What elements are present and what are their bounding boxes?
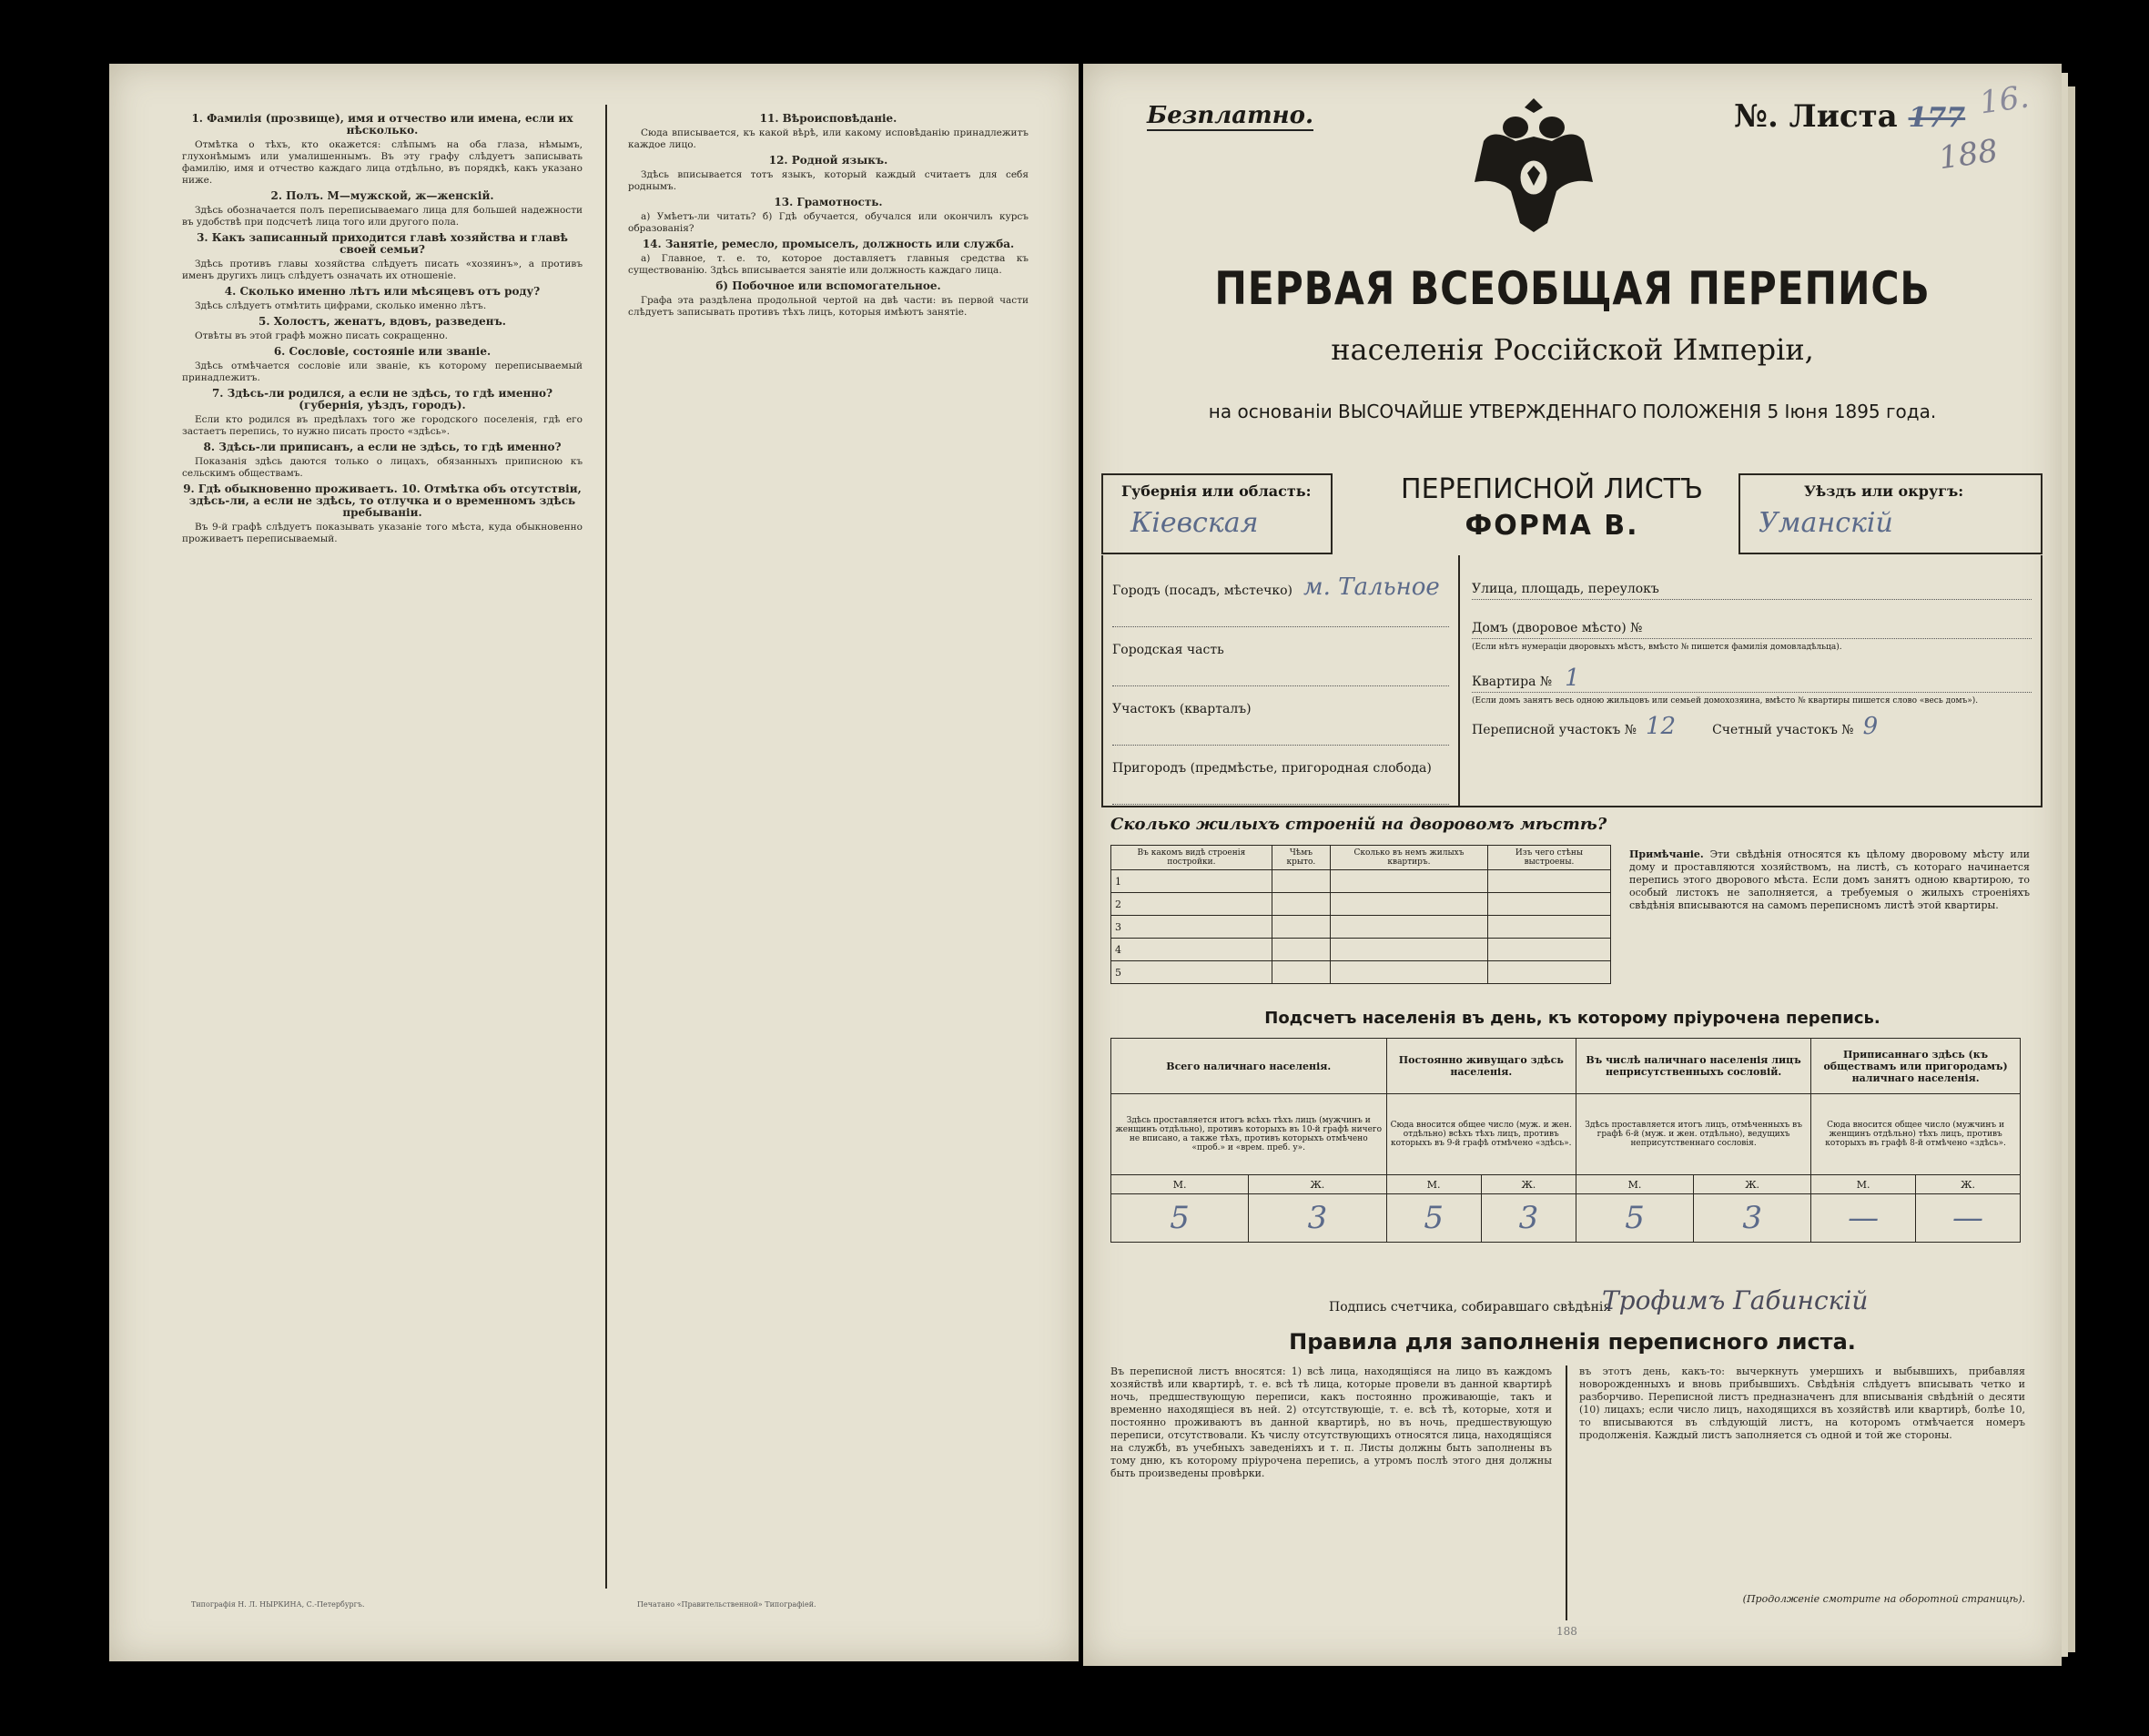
- buildings-question: Сколько жилыхъ строеній на дворовомъ мѣстѣ?: [1110, 815, 1607, 834]
- buildings-row: [1111, 870, 1611, 893]
- title-basis: на основаніи ВЫСОЧАЙШЕ УТВЕРЖДЕННАГО ПОЛОЖЕНІЯ 5 Іюня 1895 года.: [1208, 401, 1937, 422]
- section-text: Здѣсь вписывается тотъ языкъ, который каждый считаетъ для себя роднымъ.: [628, 169, 1029, 192]
- buildings-note-title: Примѣчаніе.: [1629, 848, 1704, 860]
- signature-label: Подпись счетчика, собиравшаго свѣдѣнія: [1329, 1300, 1612, 1315]
- section-text: Здѣсь слѣдуетъ отмѣтить цифрами, сколько именно лѣтъ.: [195, 300, 487, 311]
- tally-value: 5: [1111, 1194, 1249, 1243]
- buildings-row: [1111, 893, 1611, 916]
- buildings-header: Чѣмъ крыто.: [1272, 846, 1330, 870]
- section-text: Графа эта раздѣлена продольной чертой на двѣ части: въ первой части слѣдуетъ записывать противъ тѣхъ лицъ, которыя имѣютъ занятіе.: [628, 295, 1029, 318]
- buildings-cell: [1487, 939, 1610, 961]
- left-footer-2: Печатано «Правительственной» Типографіей.: [637, 1600, 816, 1609]
- buildings-row: [1111, 961, 1611, 984]
- sheet-number-label-text: №. Листа: [1734, 98, 1898, 135]
- left-page: [109, 64, 1079, 1661]
- tally-value: —: [1811, 1194, 1916, 1243]
- tally-header: Приписаннаго здѣсь (къ обществамъ или пригородамъ) наличнаго населенія.: [1811, 1039, 2021, 1094]
- section-text: Здѣсь противъ главы хозяйства слѣдуетъ писать «хозяинъ», а противъ именъ другихъ лицъ слѣдуетъ означать их отношеніе.: [182, 259, 583, 281]
- address-field: [1112, 633, 1449, 686]
- tally-sex-label: Ж.: [1249, 1175, 1386, 1194]
- district-row: [1472, 713, 2032, 740]
- tally-sex-label: М.: [1111, 1175, 1249, 1194]
- address-field-value: 1: [1565, 665, 1580, 692]
- buildings-table: [1110, 845, 1611, 984]
- section-heading: 13. Грамотность.: [774, 196, 883, 208]
- buildings-cell: [1272, 916, 1330, 939]
- address-field-label: Домъ (дворовое мѣсто) №: [1472, 621, 1643, 635]
- tally-title: Подсчетъ населенія въ день, къ которому пріурочена перепись.: [1264, 1009, 1880, 1028]
- column-divider: [605, 105, 607, 1589]
- guberniya-value: Кіевская: [1130, 507, 1259, 539]
- section-heading: 9. Гдѣ обыкновенно проживаетъ. 10. Отмѣтка объ отсутствіи, здѣсь-ли, а если не здѣсь, то отлучка и о временномъ здѣсь пребываніи.: [183, 482, 582, 519]
- buildings-cell: [1330, 961, 1487, 984]
- buildings-note: [1629, 848, 2030, 912]
- buildings-cell: [1330, 939, 1487, 961]
- left-column-2: [628, 109, 1029, 1584]
- sheet-number-value: 177: [1908, 102, 1966, 134]
- count-label: Счетный участокъ №: [1712, 723, 1854, 737]
- tally-header: Всего наличнаго населенія.: [1111, 1039, 1387, 1094]
- section-heading: 3. Какъ записанный приходится главѣ хозяйства и главѣ своей семьи?: [197, 231, 568, 256]
- tally-sex-label: М.: [1576, 1175, 1694, 1194]
- page-stack-edge: [2068, 86, 2075, 1652]
- imperial-eagle-emblem: [1465, 91, 1602, 237]
- rules-right-text: въ этотъ день, какъ-то: вычеркнуть умершихъ и выбывшихъ, прибавляя новорожденныхъ и вновь прибывшихъ. Свѣдѣнія слѣдуетъ вписывать четко и разборчиво. Переписной листъ предназначенъ для вписыванія свѣдѣній о десяти (10) лицахъ; если число лицъ, находящихся въ хозяйствѣ или квартирѣ, болѣе 10, то вписываются въ слѣдующій листъ, на которомъ отмѣчается номеръ продолженія. Каждый листъ заполняется съ одной и той же стороны.: [1579, 1365, 2025, 1441]
- guberniya-box: [1101, 473, 1333, 554]
- rules-continued: (Продолженіе смотрите на оборотной страницѣ).: [1742, 1593, 2025, 1605]
- address-field-label: Участокъ (кварталъ): [1112, 702, 1252, 716]
- address-note: (Если нѣтъ нумераціи дворовыхъ мѣстъ, вмѣсто № пишется фамилія домовладѣльца).: [1472, 643, 1842, 652]
- uezd-value: Уманскій: [1759, 507, 1893, 539]
- tally-value: 3: [1481, 1194, 1576, 1243]
- section-heading: 8. Здѣсь-ли приписанъ, а если не здѣсь, то гдѣ именно?: [203, 441, 562, 453]
- form-center-form: ФОРМА В.: [1465, 510, 1639, 542]
- buildings-cell: [1330, 870, 1487, 893]
- signature-value: Трофимъ Габинскій: [1602, 1285, 1869, 1315]
- buildings-note-text: Эти свѣдѣнія относятся къ цѣлому дворовому мѣсту или дому и проставляются хозяйствомъ, на листѣ, съ котораго начинается перепись этого дворового мѣста. Если домъ занятъ одною квартирою, то особый листокъ не заполняется, а требуемыя о жилыхъ строеніяхъ свѣдѣнія вписываются на самомъ переписномъ листѣ этой квартиры.: [1629, 848, 2030, 911]
- buildings-row-number: 2: [1111, 893, 1272, 916]
- address-field-label: Улица, площадь, переулокъ: [1472, 582, 1659, 596]
- guberniya-label: Губернія или область:: [1121, 482, 1312, 500]
- section-heading: 4. Сколько именно лѣтъ или мѣсяцевъ отъ роду?: [224, 285, 541, 298]
- address-field: [1472, 604, 2032, 639]
- section-text: Если кто родился въ предѣлахъ того же городского поселенія, гдѣ его застаетъ перепись, то нужно писать просто «здѣсь».: [182, 414, 583, 437]
- tally-sex-label: Ж.: [1916, 1175, 2021, 1194]
- section-heading: 1. Фамилія (прозвище), имя и отчество или имена, если их нѣсколько.: [191, 112, 573, 137]
- buildings-cell: [1487, 916, 1610, 939]
- sheet-number-label: [1734, 98, 1965, 135]
- address-block: [1101, 555, 2043, 807]
- tally-description: Здѣсь проставляется итогъ лицъ, отмѣченныхъ въ графѣ 6-й (муж. и жен. отдѣльно), ведущихъ неприсутственнаго сословія.: [1576, 1094, 1811, 1175]
- section-heading: б) Побочное или вспомогательное.: [715, 279, 941, 292]
- address-field: [1112, 574, 1449, 627]
- address-field: [1472, 564, 2032, 600]
- section-heading: 12. Родной языкъ.: [768, 154, 888, 167]
- buildings-cell: [1487, 870, 1610, 893]
- address-field-label: Городская часть: [1112, 643, 1224, 657]
- district-label: Переписной участокъ №: [1472, 723, 1637, 737]
- buildings-cell: [1272, 961, 1330, 984]
- tally-value: 3: [1694, 1194, 1811, 1243]
- section-text: Въ 9-й графѣ слѣдуетъ показывать указаніе того мѣста, куда обыкновенно проживаетъ переписываемый.: [182, 522, 583, 544]
- corner-number: 16.: [1977, 78, 2032, 122]
- buildings-header: Изъ чего стѣны выстроены.: [1487, 846, 1610, 870]
- address-field-value: м. Тальное: [1303, 574, 1440, 601]
- section-text: Здѣсь отмѣчается сословіе или званіе, къ которому переписываемый принадлежитъ.: [182, 360, 583, 383]
- tally-description: Здѣсь проставляется итогъ всѣхъ тѣхъ лицъ (мужчинъ и женщинъ отдѣльно), противъ которыхъ въ 10-й графѣ ничего не вписано, а также тѣхъ, противъ которыхъ отмѣчено «проб.» и «врем. преб. у».: [1111, 1094, 1387, 1175]
- buildings-row-number: 3: [1111, 916, 1272, 939]
- free-label: Безплатно.: [1147, 102, 1313, 129]
- buildings-header: Въ какомъ видѣ строенія постройки.: [1111, 846, 1272, 870]
- address-field: [1472, 657, 2032, 693]
- section-heading: 2. Полъ. М—мужской, ж—женскій.: [270, 189, 494, 202]
- address-left-fields: [1112, 574, 1449, 810]
- tally-header: Постоянно живущаго здѣсь населенія.: [1386, 1039, 1576, 1094]
- address-field-label: Квартира №: [1472, 675, 1553, 689]
- section-heading: 14. Занятіе, ремесло, промыселъ, должность или служба.: [642, 238, 1015, 250]
- address-divider: [1458, 555, 1460, 806]
- section-text: Здѣсь обозначается полъ переписываемаго лица для большей надежности въ удобствѣ при подсчетѣ лица того или другого пола.: [182, 205, 583, 228]
- section-heading: 7. Здѣсь-ли родился, а если не здѣсь, то гдѣ именно? (губернія, уѣздъ, городъ).: [211, 387, 553, 411]
- address-field: [1112, 751, 1449, 805]
- address-note: (Если домъ занятъ весь одною жильцовъ или семьей домохозяина, вмѣсто № квартиры пишется слово «весь домъ»).: [1472, 696, 1979, 706]
- section-text: а) Главное, т. е. то, которое доставляетъ главныя средства къ существованію. Здѣсь вписывается занятіе или должность каждаго лица.: [628, 253, 1029, 276]
- rules-divider: [1566, 1365, 1567, 1620]
- buildings-cell: [1272, 939, 1330, 961]
- rules-title: Правила для заполненія переписного листа.: [1289, 1329, 1856, 1355]
- section-text: Отмѣтка о тѣхъ, кто окажется: слѣпымъ на оба глаза, нѣмымъ, глухонѣмымъ или умалишеннымъ. Въ эту графу слѣдуетъ записывать фамилію, имя и отчество каждаго лица отдѣльно, въ порядкѣ, какъ указано ниже.: [182, 139, 583, 186]
- title-main: ПЕРВАЯ ВСЕОБЩАЯ ПЕРЕПИСЬ: [1214, 262, 1931, 315]
- tally-sex-label: Ж.: [1694, 1175, 1811, 1194]
- uezd-box: [1738, 473, 2043, 554]
- buildings-row: [1111, 916, 1611, 939]
- address-field: [1112, 692, 1449, 746]
- left-column-1: [182, 109, 583, 1584]
- tally-description: Сюда вносится общее число (мужчинъ и женщинъ отдѣльно) тѣхъ лицъ, противъ которыхъ въ графѣ 8-й отмѣчено «здѣсь».: [1811, 1094, 2021, 1175]
- count-value: 9: [1862, 713, 1879, 740]
- buildings-cell: [1330, 893, 1487, 916]
- right-page: [1083, 64, 2062, 1666]
- address-right-fields: [1472, 564, 2032, 740]
- tally-sex-label: Ж.: [1481, 1175, 1576, 1194]
- buildings-cell: [1272, 870, 1330, 893]
- tally-description: Сюда вносится общее число (муж. и жен. отдѣльно) всѣхъ тѣхъ лицъ, противъ которыхъ въ 9-й графѣ отмѣчено «здѣсь».: [1386, 1094, 1576, 1175]
- buildings-cell: [1330, 916, 1487, 939]
- section-text: Показанія здѣсь даются только о лицахъ, обязанныхъ приписною къ сельскимъ обществамъ.: [182, 456, 583, 479]
- tally-value: 3: [1249, 1194, 1386, 1243]
- form-center-title: ПЕРЕПИСНОЙ ЛИСТЪ: [1401, 473, 1703, 505]
- section-heading: 5. Холостъ, женатъ, вдовъ, разведенъ.: [258, 315, 506, 328]
- buildings-cell: [1487, 961, 1610, 984]
- address-field-label: Пригородъ (предмѣстье, пригородная слобода): [1112, 761, 1432, 776]
- tally-sex-label: М.: [1811, 1175, 1916, 1194]
- buildings-cell: [1272, 893, 1330, 916]
- tally-value: 5: [1386, 1194, 1481, 1243]
- tally-sex-label: М.: [1386, 1175, 1481, 1194]
- tally-value: —: [1916, 1194, 2021, 1243]
- address-field-label: Городъ (посадъ, мѣстечко): [1112, 584, 1293, 598]
- section-heading: 11. Вѣроисповѣданіе.: [759, 112, 897, 125]
- page-number-bottom: 188: [1556, 1625, 1577, 1638]
- uezd-label: Уѣздъ или округъ:: [1804, 482, 1964, 500]
- section-text: Отвѣты въ этой графѣ можно писать сокращенно.: [195, 330, 448, 341]
- left-footer-1: Типографія Н. Л. НЫРКИНА, С.-Петербургъ.: [191, 1600, 365, 1609]
- rules-right-column: [1579, 1365, 2025, 1620]
- rules-left-column: Въ переписной листъ вносятся: 1) всѣ лица, находящіяся на лицо въ каждомъ хозяйствѣ или квартирѣ, т. е. всѣ тѣ лица, которые провели въ данной квартирѣ ночь, предшествующую переписи, какъ постоянно проживающіе, такъ и временно находящіеся въ ней. 2) отсутствующіе, т. е. всѣ тѣ, которые, хотя и постоянно проживаютъ въ данной квартирѣ, но въ ночь, предшествующую переписи, отсутствовали. Къ числу отсутствующихъ относятся лица, находящіяся на службѣ, въ учебныхъ заведеніяхъ и т. п. Листы должны быть заполнены въ тому дню, къ которому пріурочена перепись, а утромъ послѣ этого дня должны быть произведены провѣрки.: [1110, 1365, 1552, 1479]
- buildings-row-number: 1: [1111, 870, 1272, 893]
- buildings-row-number: 4: [1111, 939, 1272, 961]
- buildings-cell: [1487, 893, 1610, 916]
- corner-number-2: 188: [1936, 132, 2001, 178]
- section-heading: 6. Сословіе, состояніе или званіе.: [273, 345, 492, 358]
- title-sub: населенія Россійской Имперіи,: [1331, 332, 1814, 367]
- district-value: 12: [1646, 713, 1677, 740]
- buildings-row-number: 5: [1111, 961, 1272, 984]
- tally-table: [1110, 1038, 2021, 1243]
- section-text: Сюда вписывается, къ какой вѣрѣ, или какому исповѣданію принадлежитъ каждое лицо.: [628, 127, 1029, 150]
- tally-value: 5: [1576, 1194, 1694, 1243]
- section-text: а) Умѣетъ-ли читать? б) Гдѣ обучается, обучался или окончилъ курсъ образованія?: [628, 211, 1029, 234]
- tally-header: Въ числѣ наличнаго населенія лицъ неприсутственныхъ сословій.: [1576, 1039, 1811, 1094]
- buildings-header: Сколько въ немъ жилыхъ квартиръ.: [1330, 846, 1487, 870]
- buildings-row: [1111, 939, 1611, 961]
